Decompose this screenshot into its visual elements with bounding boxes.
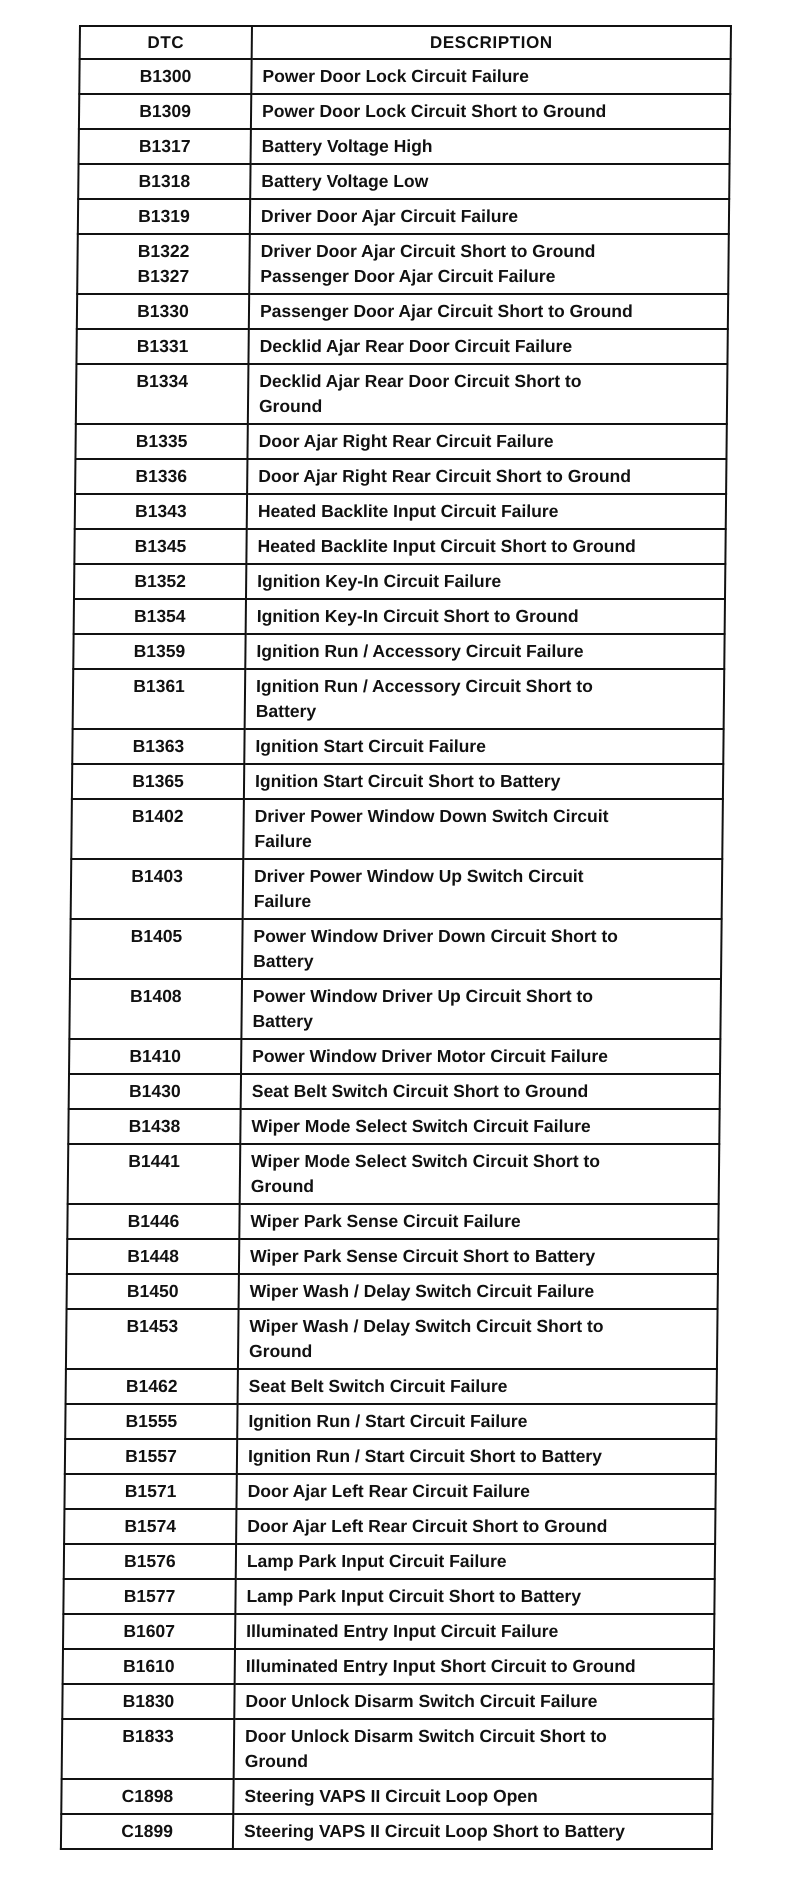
description-text: Driver Power Window Up Switch Circuit xyxy=(253,866,584,886)
description-cell xyxy=(235,1579,714,1614)
description-cell xyxy=(244,729,723,764)
description-text: Wiper Wash / Delay Switch Circuit Failure xyxy=(249,1281,595,1301)
table-row xyxy=(70,919,722,979)
description-cell xyxy=(246,529,725,564)
description-text: Wiper Mode Select Switch Circuit Failure xyxy=(251,1116,591,1136)
table-row xyxy=(72,729,723,764)
description-cell xyxy=(234,1719,714,1779)
description-text: Door Ajar Right Rear Circuit Failure xyxy=(258,431,554,451)
description-text: Ignition Run / Start Circuit Short to Battery xyxy=(247,1446,603,1466)
dtc-code: B1410 xyxy=(129,1046,182,1066)
description-cell xyxy=(242,919,722,979)
table-row xyxy=(65,1404,716,1439)
description-cell xyxy=(250,164,729,199)
description-text: Wiper Park Sense Circuit Failure xyxy=(250,1211,521,1231)
dtc-column-header: DTC xyxy=(80,26,252,59)
description-cell xyxy=(238,1369,717,1404)
description-text: Ground xyxy=(249,1341,313,1361)
dtc-code-cell xyxy=(68,1109,240,1144)
dtc-code: B1610 xyxy=(122,1656,175,1676)
dtc-code-cell xyxy=(62,1684,234,1719)
description-cell xyxy=(245,669,725,729)
table-row xyxy=(66,1369,717,1404)
description-text: Heated Backlite Input Circuit Failure xyxy=(257,501,559,521)
table-row xyxy=(73,669,725,729)
description-cell xyxy=(247,494,726,529)
description-cell xyxy=(241,1039,720,1074)
dtc-code-cell xyxy=(69,979,242,1039)
table-row xyxy=(71,799,723,859)
description-text: Driver Door Ajar Circuit Failure xyxy=(260,206,519,226)
dtc-code-cell xyxy=(64,1544,236,1579)
description-text: Door Ajar Right Rear Circuit Short to Ground xyxy=(258,466,632,486)
description-text: Ignition Key-In Circuit Short to Ground xyxy=(256,606,579,626)
table-row xyxy=(64,1509,715,1544)
table-row xyxy=(62,1719,714,1779)
dtc-code: B1359 xyxy=(133,641,186,661)
description-text: Decklid Ajar Rear Door Circuit Failure xyxy=(259,336,573,356)
description-text: Battery Voltage High xyxy=(261,136,433,156)
description-text: Battery xyxy=(255,701,317,721)
table-row xyxy=(75,459,726,494)
dtc-code: B1446 xyxy=(127,1211,180,1231)
dtc-code: B1438 xyxy=(128,1116,181,1136)
table-row xyxy=(68,1109,719,1144)
table-row xyxy=(74,564,725,599)
dtc-code: B1365 xyxy=(132,771,184,791)
dtc-code-cell xyxy=(69,1039,241,1074)
description-text: Ignition Run / Accessory Circuit Failure xyxy=(256,641,584,661)
dtc-code: B1330 xyxy=(137,301,189,321)
dtc-code: B1361 xyxy=(133,676,185,696)
dtc-code-cell xyxy=(66,1309,239,1369)
description-text: Ground xyxy=(250,1176,315,1196)
table-row xyxy=(78,199,729,234)
dtc-code: B1555 xyxy=(125,1411,178,1431)
description-cell xyxy=(249,294,728,329)
table-row xyxy=(71,859,723,919)
dtc-code: B1345 xyxy=(134,536,187,556)
table-row xyxy=(61,1814,712,1849)
table-row xyxy=(77,234,729,294)
table-row xyxy=(69,1039,720,1074)
dtc-code: B1317 xyxy=(138,136,191,156)
description-cell xyxy=(234,1684,713,1719)
description-cell xyxy=(241,979,721,1039)
table-row xyxy=(61,1779,712,1814)
table-row xyxy=(76,364,728,424)
description-cell xyxy=(235,1649,714,1684)
description-text: Door Unlock Disarm Switch Circuit Failure xyxy=(245,1691,598,1711)
description-text: Ignition Start Circuit Short to Battery xyxy=(254,771,561,791)
table-row xyxy=(72,764,723,799)
dtc-code: B1334 xyxy=(136,371,189,391)
dtc-code: B1327 xyxy=(137,266,190,286)
dtc-code: B1319 xyxy=(138,206,190,226)
table-row xyxy=(79,94,730,129)
dtc-code: B1354 xyxy=(133,606,186,626)
dtc-code-cell xyxy=(76,364,249,424)
table-row xyxy=(78,164,729,199)
dtc-code: B1352 xyxy=(134,571,187,591)
description-cell xyxy=(243,799,723,859)
description-text: Power Door Lock Circuit Short to Ground xyxy=(261,101,607,121)
description-text: Ignition Run / Start Circuit Failure xyxy=(248,1411,528,1431)
table-header-row xyxy=(80,26,731,59)
dtc-code: B1331 xyxy=(136,336,189,356)
dtc-code-cell xyxy=(77,294,249,329)
table-row xyxy=(77,294,728,329)
dtc-code: B1448 xyxy=(127,1246,179,1266)
dtc-code: B1335 xyxy=(135,431,188,451)
table-row xyxy=(63,1579,714,1614)
description-text: Illuminated Entry Input Circuit Failure xyxy=(246,1621,559,1641)
description-cell xyxy=(249,234,729,294)
description-text: Ground xyxy=(244,1751,309,1771)
dtc-code-cell xyxy=(61,1814,233,1849)
description-text: Door Ajar Left Rear Circuit Short to Ground xyxy=(247,1516,608,1536)
description-cell xyxy=(241,1074,720,1109)
dtc-code-cell xyxy=(76,329,248,364)
table-row xyxy=(67,1204,718,1239)
table-row xyxy=(67,1274,718,1309)
description-text: Power Window Driver Up Circuit Short to xyxy=(252,986,594,1006)
dtc-code: B1574 xyxy=(124,1516,177,1536)
dtc-code-cell xyxy=(78,164,250,199)
dtc-code-cell xyxy=(67,1239,239,1274)
table-row xyxy=(68,1144,720,1204)
table-row xyxy=(67,1239,718,1274)
dtc-code-cell xyxy=(75,494,247,529)
dtc-code-cell xyxy=(66,1369,238,1404)
table-row xyxy=(79,129,730,164)
description-text: Driver Power Window Down Switch Circuit xyxy=(254,806,609,826)
dtc-code-cell xyxy=(71,859,244,919)
description-text: Passenger Door Ajar Circuit Short to Ground xyxy=(259,301,633,321)
description-text: Ground xyxy=(258,396,323,416)
table-row xyxy=(69,979,721,1039)
dtc-code: B1453 xyxy=(126,1316,179,1336)
dtc-code-cell xyxy=(64,1509,236,1544)
dtc-code-cell xyxy=(72,764,244,799)
dtc-code-cell xyxy=(75,424,247,459)
dtc-code: B1408 xyxy=(129,986,182,1006)
description-text: Battery xyxy=(253,951,314,971)
dtc-table xyxy=(60,25,732,1850)
dtc-code: B1557 xyxy=(125,1446,177,1466)
description-cell xyxy=(237,1404,716,1439)
dtc-code: B1363 xyxy=(132,736,185,756)
description-text: Wiper Park Sense Circuit Short to Battery xyxy=(250,1246,596,1266)
description-cell xyxy=(239,1274,718,1309)
description-text: Driver Door Ajar Circuit Short to Ground xyxy=(260,241,596,261)
dtc-code-cell xyxy=(65,1404,237,1439)
dtc-code-cell xyxy=(69,1074,241,1109)
table-row xyxy=(75,424,726,459)
dtc-code: B1607 xyxy=(123,1621,176,1641)
dtc-code-cell xyxy=(72,729,244,764)
dtc-code: C1899 xyxy=(121,1821,173,1841)
dtc-code: B1571 xyxy=(124,1481,177,1501)
table-row xyxy=(63,1614,714,1649)
description-text: Power Window Driver Down Circuit Short to xyxy=(253,926,619,946)
description-text: Lamp Park Input Circuit Failure xyxy=(246,1551,507,1571)
dtc-code: B1830 xyxy=(122,1691,175,1711)
description-text: Door Ajar Left Rear Circuit Failure xyxy=(247,1481,531,1501)
dtc-code: B1441 xyxy=(128,1151,180,1171)
dtc-code-cell xyxy=(65,1439,237,1474)
dtc-code-cell xyxy=(79,59,251,94)
dtc-code-cell xyxy=(70,919,243,979)
dtc-code: B1833 xyxy=(122,1726,174,1746)
description-cell xyxy=(247,459,726,494)
description-text: Wiper Mode Select Switch Circuit Short to xyxy=(250,1151,601,1171)
description-cell xyxy=(233,1814,712,1849)
dtc-code-cell xyxy=(63,1649,235,1684)
table-row xyxy=(64,1544,715,1579)
table-row xyxy=(73,634,724,669)
description-cell xyxy=(239,1204,718,1239)
dtc-code-cell xyxy=(68,1144,241,1204)
description-cell xyxy=(248,329,727,364)
table-row xyxy=(74,599,725,634)
dtc-code-cell xyxy=(61,1779,233,1814)
description-text: Decklid Ajar Rear Door Circuit Short to xyxy=(259,371,582,391)
description-cell xyxy=(233,1779,712,1814)
description-cell xyxy=(243,859,723,919)
table-row xyxy=(64,1474,715,1509)
description-text: Power Window Driver Motor Circuit Failure xyxy=(252,1046,609,1066)
description-cell xyxy=(251,129,730,164)
description-cell xyxy=(236,1544,715,1579)
description-cell xyxy=(246,599,725,634)
description-text: Seat Belt Switch Circuit Short to Ground xyxy=(251,1081,589,1101)
dtc-code: C1898 xyxy=(121,1786,174,1806)
description-text: Battery Voltage Low xyxy=(261,171,429,191)
dtc-code-cell xyxy=(71,799,244,859)
description-cell xyxy=(240,1144,720,1204)
dtc-table-body xyxy=(61,59,731,1849)
description-cell xyxy=(245,634,724,669)
description-text: Passenger Door Ajar Circuit Failure xyxy=(260,266,556,286)
description-cell xyxy=(238,1309,718,1369)
description-cell xyxy=(244,764,723,799)
dtc-code-cell xyxy=(67,1274,239,1309)
description-text: Steering VAPS II Circuit Loop Open xyxy=(244,1786,538,1806)
table-row xyxy=(63,1649,714,1684)
description-text: Ignition Run / Accessory Circuit Short to xyxy=(255,676,593,696)
description-cell xyxy=(251,94,730,129)
dtc-code: B1402 xyxy=(131,806,184,826)
description-cell xyxy=(250,199,729,234)
description-text: Ignition Key-In Circuit Failure xyxy=(257,571,502,591)
dtc-code-cell xyxy=(64,1474,236,1509)
description-text: Failure xyxy=(254,831,312,851)
dtc-code-cell xyxy=(79,94,251,129)
description-cell xyxy=(251,59,730,94)
dtc-code: B1576 xyxy=(124,1551,176,1571)
dtc-code: B1462 xyxy=(125,1376,178,1396)
dtc-code: B1405 xyxy=(130,926,183,946)
dtc-code-cell xyxy=(63,1579,235,1614)
dtc-code: B1336 xyxy=(135,466,188,486)
dtc-code: B1430 xyxy=(128,1081,181,1101)
dtc-code-cell xyxy=(74,599,246,634)
table-row xyxy=(69,1074,720,1109)
description-cell xyxy=(239,1239,718,1274)
description-cell xyxy=(236,1509,715,1544)
dtc-code-cell xyxy=(74,529,246,564)
description-cell xyxy=(248,364,728,424)
table-row xyxy=(74,529,725,564)
description-text: Illuminated Entry Input Short Circuit to Ground xyxy=(245,1656,636,1676)
description-cell xyxy=(235,1614,714,1649)
dtc-code: B1300 xyxy=(139,66,192,86)
description-cell xyxy=(247,424,726,459)
table-row xyxy=(75,494,726,529)
table-row xyxy=(62,1684,713,1719)
dtc-code: B1322 xyxy=(137,241,190,261)
description-text: Seat Belt Switch Circuit Failure xyxy=(248,1376,508,1396)
description-text: Battery xyxy=(252,1011,313,1031)
dtc-code: B1577 xyxy=(123,1586,176,1606)
dtc-code-cell xyxy=(73,669,246,729)
description-cell xyxy=(240,1109,719,1144)
dtc-code-cell xyxy=(63,1614,235,1649)
table-row xyxy=(66,1309,718,1369)
description-text: Power Door Lock Circuit Failure xyxy=(262,66,530,86)
dtc-code: B1403 xyxy=(131,866,183,886)
dtc-code-cell xyxy=(73,634,245,669)
dtc-code: B1318 xyxy=(138,171,191,191)
dtc-code-cell xyxy=(67,1204,239,1239)
dtc-code: B1450 xyxy=(126,1281,179,1301)
dtc-code-cell xyxy=(77,234,250,294)
dtc-code-cell xyxy=(79,129,251,164)
description-cell xyxy=(246,564,725,599)
description-cell xyxy=(237,1439,716,1474)
table-row xyxy=(79,59,730,94)
description-text: Lamp Park Input Circuit Short to Battery xyxy=(246,1586,582,1606)
dtc-code-cell xyxy=(74,564,246,599)
dtc-code-cell xyxy=(75,459,247,494)
description-text: Ignition Start Circuit Failure xyxy=(255,736,486,756)
description-text: Wiper Wash / Delay Switch Circuit Short to xyxy=(249,1316,604,1336)
description-column-header: DESCRIPTION xyxy=(252,26,731,59)
description-text: Heated Backlite Input Circuit Short to Ground xyxy=(257,536,636,556)
description-text: Failure xyxy=(253,891,312,911)
dtc-code-cell xyxy=(62,1719,235,1779)
dtc-code: B1343 xyxy=(135,501,187,521)
description-cell xyxy=(236,1474,715,1509)
table-row xyxy=(76,329,727,364)
description-text: Door Unlock Disarm Switch Circuit Short to xyxy=(244,1726,607,1746)
dtc-code-cell xyxy=(78,199,250,234)
dtc-code: B1309 xyxy=(139,101,191,121)
description-text: Steering VAPS II Circuit Loop Short to Battery xyxy=(243,1821,626,1841)
table-row xyxy=(65,1439,716,1474)
